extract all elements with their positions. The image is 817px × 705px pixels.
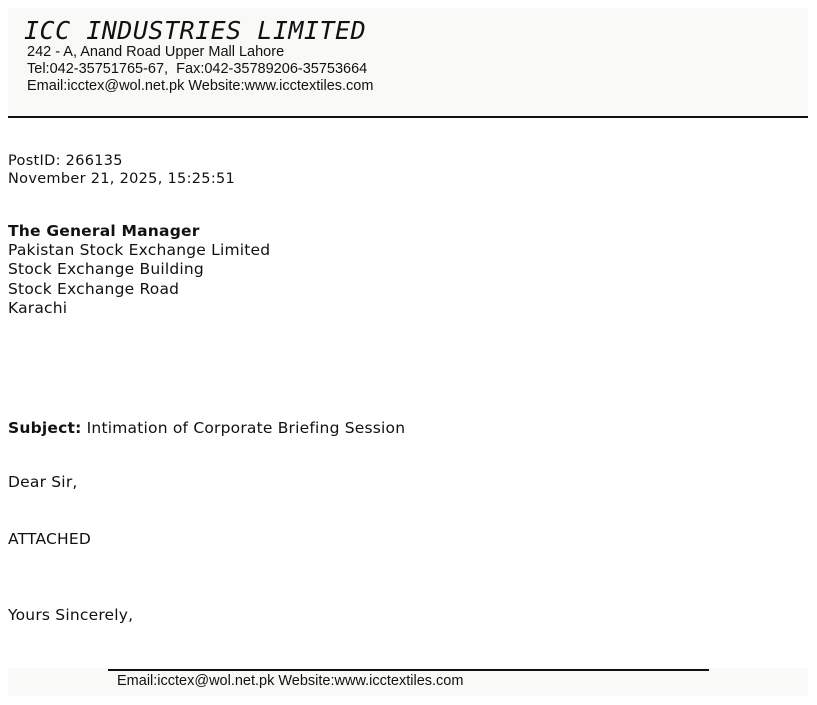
addressee-building: Stock Exchange Building	[8, 260, 204, 279]
company-tel-fax: Tel:042-35751765-67, Fax:042-35789206-35753664	[27, 61, 368, 77]
addressee-block	[8, 222, 270, 318]
addressee-organization: Pakistan Stock Exchange Limited	[8, 241, 271, 260]
addressee-road: Stock Exchange Road	[8, 279, 180, 298]
addressee-title: The General Manager	[8, 222, 200, 240]
footer-divider	[108, 669, 709, 671]
letterhead-divider	[8, 116, 808, 118]
closing: Yours Sincerely,	[8, 606, 134, 624]
company-name: ICC INDUSTRIES LIMITED	[24, 16, 367, 45]
body-content: ATTACHED	[8, 530, 91, 548]
footer-email-website: Email:icctex@wol.net.pk Website:www.icctextiles.com	[117, 673, 464, 689]
company-address: 242 - A, Anand Road Upper Mall Lahore	[27, 44, 285, 60]
addressee-city: Karachi	[8, 298, 68, 317]
subject-label: Subject:	[8, 419, 82, 437]
subject-line	[8, 419, 405, 437]
post-datetime: November 21, 2025, 15:25:51	[8, 171, 236, 187]
letterhead	[8, 8, 808, 116]
company-email-website: Email:icctex@wol.net.pk Website:www.icctextiles.com	[27, 78, 374, 94]
subject-text: Intimation of Corporate Briefing Session	[86, 419, 406, 437]
salutation: Dear Sir,	[8, 473, 78, 491]
post-id: PostID: 266135	[8, 153, 123, 169]
post-meta	[8, 152, 235, 188]
